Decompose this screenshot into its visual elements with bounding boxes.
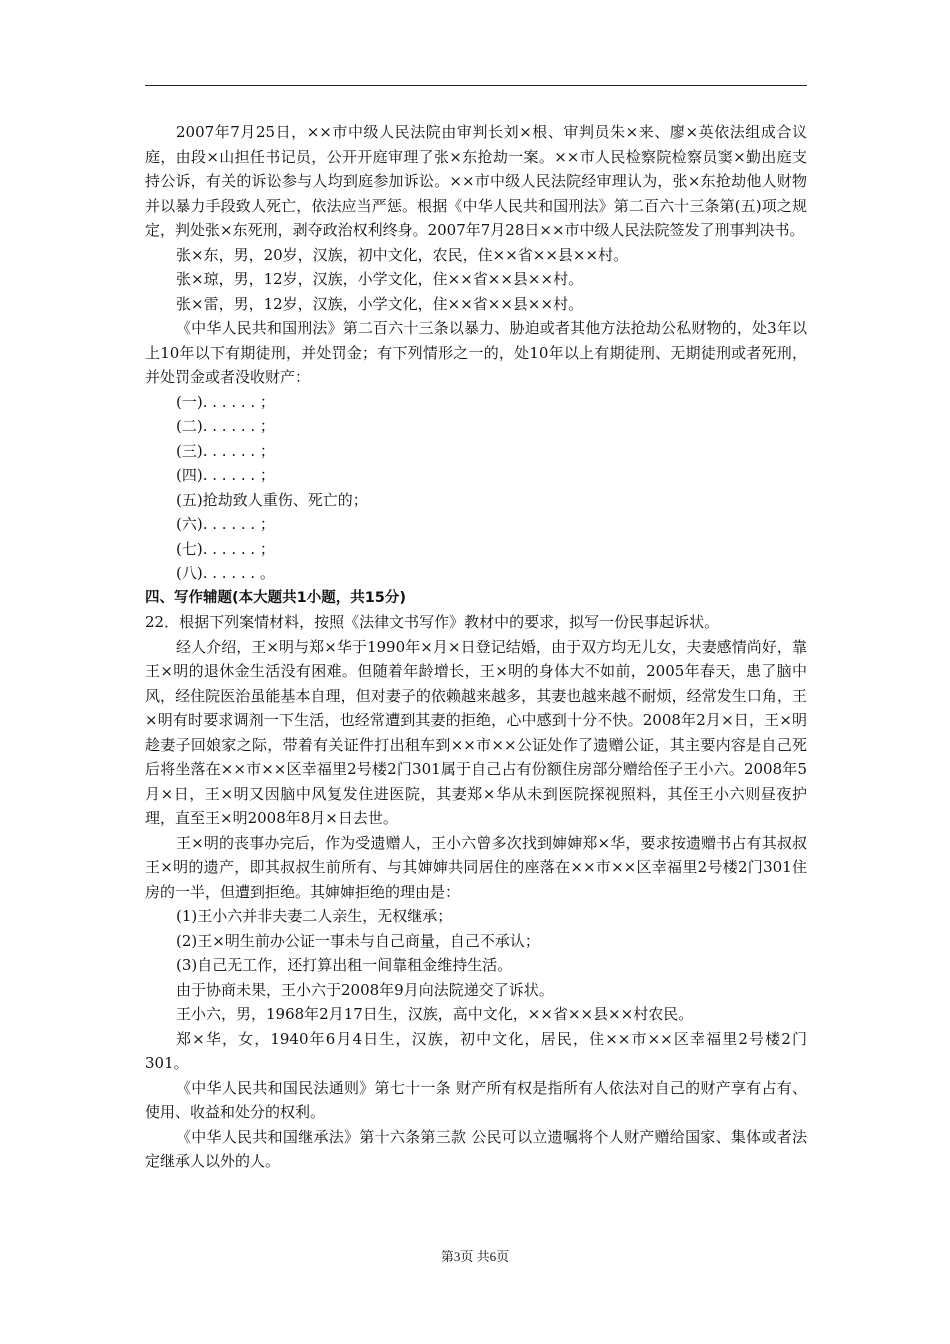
case-paragraph: 王×明的丧事办完后，作为受遗赠人，王小六曾多次找到婶婶郑×华，要求按遗赠书占有其叔叔王×明的遗产，即其叔叔生前所有、与其婶婶共同居住的座落在××市××区幸福里2号楼2门301住房的一半，但遭到拒绝。其婶婶拒绝的理由是： bbox=[145, 833, 807, 901]
party-line: 张×琼，男，12岁，汉族，小学文化，住××省××县××村。 bbox=[176, 270, 584, 288]
reason-item: (3)自己无工作，还打算出租一间靠租金维持生活。 bbox=[176, 956, 513, 974]
page-body bbox=[145, 120, 807, 1174]
civil-law-article: 《中华人民共和国民法通则》第七十一条 财产所有权是指所有人依法对自己的财产享有占有、使用、收益和处分的权利。 bbox=[145, 1078, 807, 1121]
reason-item: (1)王小六并非夫妻二人亲生，无权继承； bbox=[176, 907, 453, 925]
law-article: 《中华人民共和国刑法》第二百六十三条以暴力、胁迫或者其他方法抢劫公私财物的，处3年以上10年以下有期徒刑，并处罚金；有下列情形之一的，处10年以上有期徒刑、无期徒刑或者死刑，并处罚金或者没收财产： bbox=[145, 319, 807, 386]
law-item: (六). . . . . . ； bbox=[176, 515, 275, 533]
reason-item: (2)王×明生前办公证一事未与自己商量，自己不承认； bbox=[176, 931, 540, 950]
party-line: 张×雷，男，12岁，汉族，小学文化，住××省××县××村。 bbox=[176, 294, 584, 313]
law-item: (二). . . . . . ； bbox=[176, 417, 275, 435]
section-heading: 四、写作辅题(本大题共1小题，共15分) bbox=[145, 589, 407, 606]
party-line: 张×东，男，20岁，汉族，初中文化，农民，住××省××县××村。 bbox=[176, 245, 629, 264]
law-item: (八). . . . . . 。 bbox=[176, 564, 275, 582]
law-item: (一). . . . . . ； bbox=[176, 392, 275, 411]
negotiation-line: 由于协商未果，王小六于2008年9月向法院递交了诉状。 bbox=[176, 980, 554, 999]
inheritance-law-article: 《中华人民共和国继承法》第十六条第三款 公民可以立遗嘱将个人财产赠给国家、集体或者法定继承人以外的人。 bbox=[145, 1127, 807, 1170]
page-number: 第3页 共6页 bbox=[440, 1249, 510, 1264]
question-text: 22．根据下列案情材料，按照《法律文书写作》教材中的要求，拟写一份民事起诉状。 bbox=[145, 613, 720, 631]
law-item: (五)抢劫致人重伤、死亡的； bbox=[176, 490, 368, 509]
header-rule bbox=[145, 85, 807, 86]
defendant-line: 郑×华，女，1940年6月4日生，汉族，初中文化，居民，住××市××区幸福里2号楼2门301。 bbox=[145, 1029, 807, 1072]
law-item: (七). . . . . . ； bbox=[176, 539, 275, 558]
law-item: (三). . . . . . ； bbox=[176, 441, 275, 460]
law-item: (四). . . . . . ； bbox=[176, 466, 275, 484]
intro-paragraph: 2007年7月25日，××市中级人民法院由审判长刘×根、审判员朱×来、廖×英依法组成合议庭，由段×山担任书记员，公开开庭审理了张×东抢劫一案。××市人民检察院检察员窦×勤出庭支持公诉，有关的诉讼参与人均到庭参加诉讼。××市中级人民法院经审理认为，张×东抢劫他人财物并以暴力手段致人死亡，依法应当严惩。根据《中华人民共和国刑法》第二百六十三条第(五)项之规定，判处张×东死刑，剥夺政治权利终身。2007年7月28日××市中级人民法院签发了刑事判决书。 bbox=[145, 123, 807, 239]
plaintiff-line: 王小六，男，1968年2月17日生，汉族，高中文化，××省××县××村农民。 bbox=[176, 1005, 694, 1023]
case-paragraph: 经人介绍，王×明与郑×华于1990年×月×日登记结婚，由于双方均无儿女，夫妻感情尚好，靠王×明的退休金生活没有困难。但随着年龄增长，王×明的身体大不如前，2005年春天，患了脑中风，经住院医治虽能基本自理，但对妻子的依赖越来越多，其妻也越来越不耐烦，经常发生口角，王×明有时要求调剂一下生活，也经常遭到其妻的拒绝，心中感到十分不快。2008年2月×日，王×明趁妻子回娘家之际，带着有关证件打出租车到××市××公证处作了遗赠公证，其主要内容是自己死后将坐落在××市××区幸福里2号楼2门301属于自己占有份额住房部分赠给侄子王小六。2008年5月×日，王×明又因脑中风复发住进医院，其妻郑×华从未到医院探视照料，其侄王小六则昼夜护理，直至王×明2008年8月×日去世。 bbox=[145, 637, 807, 827]
